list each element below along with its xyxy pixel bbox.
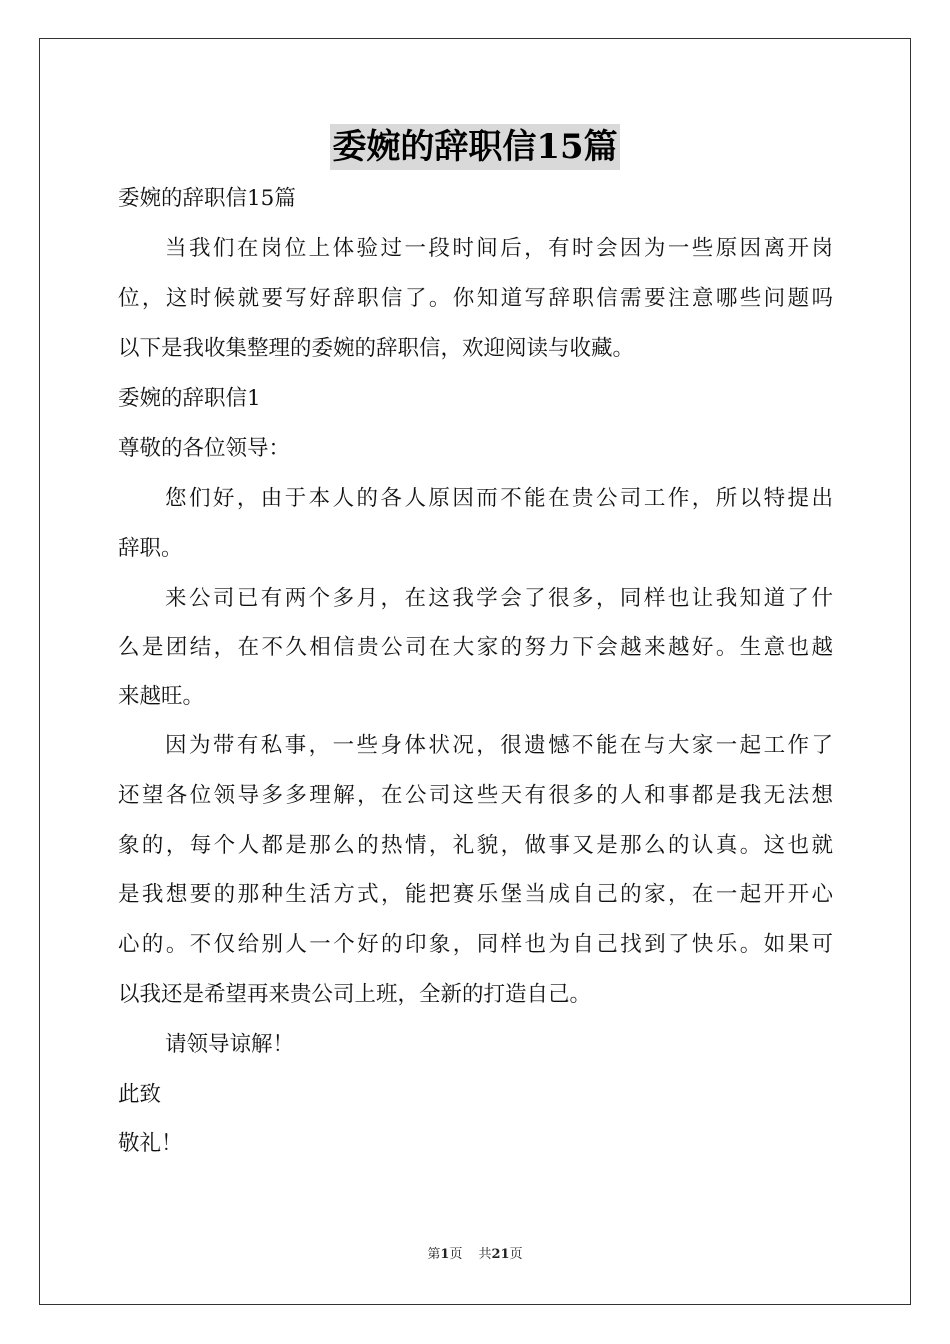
paragraph-line: 来越旺。	[118, 684, 205, 709]
page-prefix: 第	[427, 1247, 441, 1262]
title-container	[0, 124, 950, 170]
paragraph-line: 当我们在岗位上体验过一段时间后，有时会因为一些原因离开岗	[165, 236, 833, 261]
total-pages: 21	[491, 1247, 510, 1262]
page-border	[39, 38, 911, 1305]
closing-request: 请领导谅解！	[165, 1032, 295, 1057]
document-title: 委婉的辞职信15篇	[330, 124, 619, 170]
paragraph-line: 您们好，由于本人的各人原因而不能在贵公司工作，所以特提出	[165, 486, 833, 511]
paragraph-line: 以下是我收集整理的委婉的辞职信，欢迎阅读与收藏。	[118, 336, 635, 361]
total-suffix: 页	[509, 1247, 523, 1262]
paragraph-line: 是我想要的那种生活方式，能把赛乐堡当成自己的家，在一起开开心	[118, 882, 833, 907]
page-number: 1	[440, 1247, 450, 1262]
paragraph-line: 还望各位领导多多理解，在公司这些天有很多的人和事都是我无法想	[118, 783, 833, 808]
paragraph-line: 以我还是希望再来贵公司上班，全新的打造自己。	[118, 982, 592, 1007]
paragraph-line: 位，这时候就要写好辞职信了。你知道写辞职信需要注意哪些问题吗	[118, 286, 833, 311]
paragraph-line: 因为带有私事，一些身体状况，很遗憾不能在与大家一起工作了	[165, 733, 833, 758]
paragraph-line: 象的，每个人都是那么的热情，礼貌，做事又是那么的认真。这也就	[118, 833, 833, 858]
section-heading: 委婉的辞职信1	[118, 386, 261, 411]
paragraph-line: 么是团结，在不久相信贵公司在大家的努力下会越来越好。生意也越	[118, 635, 833, 660]
page-footer	[0, 1246, 950, 1264]
total-prefix: 共	[478, 1247, 492, 1262]
paragraph-line: 来公司已有两个多月，在这我学会了很多，同样也让我知道了什	[165, 586, 833, 611]
subtitle-line: 委婉的辞职信15篇	[118, 186, 296, 211]
paragraph-line: 心的。不仅给别人一个好的印象，同样也为自己找到了快乐。如果可	[118, 932, 833, 957]
closing-line: 此致	[118, 1082, 162, 1107]
page-suffix: 页	[449, 1247, 463, 1262]
paragraph-line: 辞职。	[118, 536, 183, 561]
salutation: 尊敬的各位领导：	[118, 436, 291, 461]
closing-salute: 敬礼！	[118, 1131, 183, 1156]
